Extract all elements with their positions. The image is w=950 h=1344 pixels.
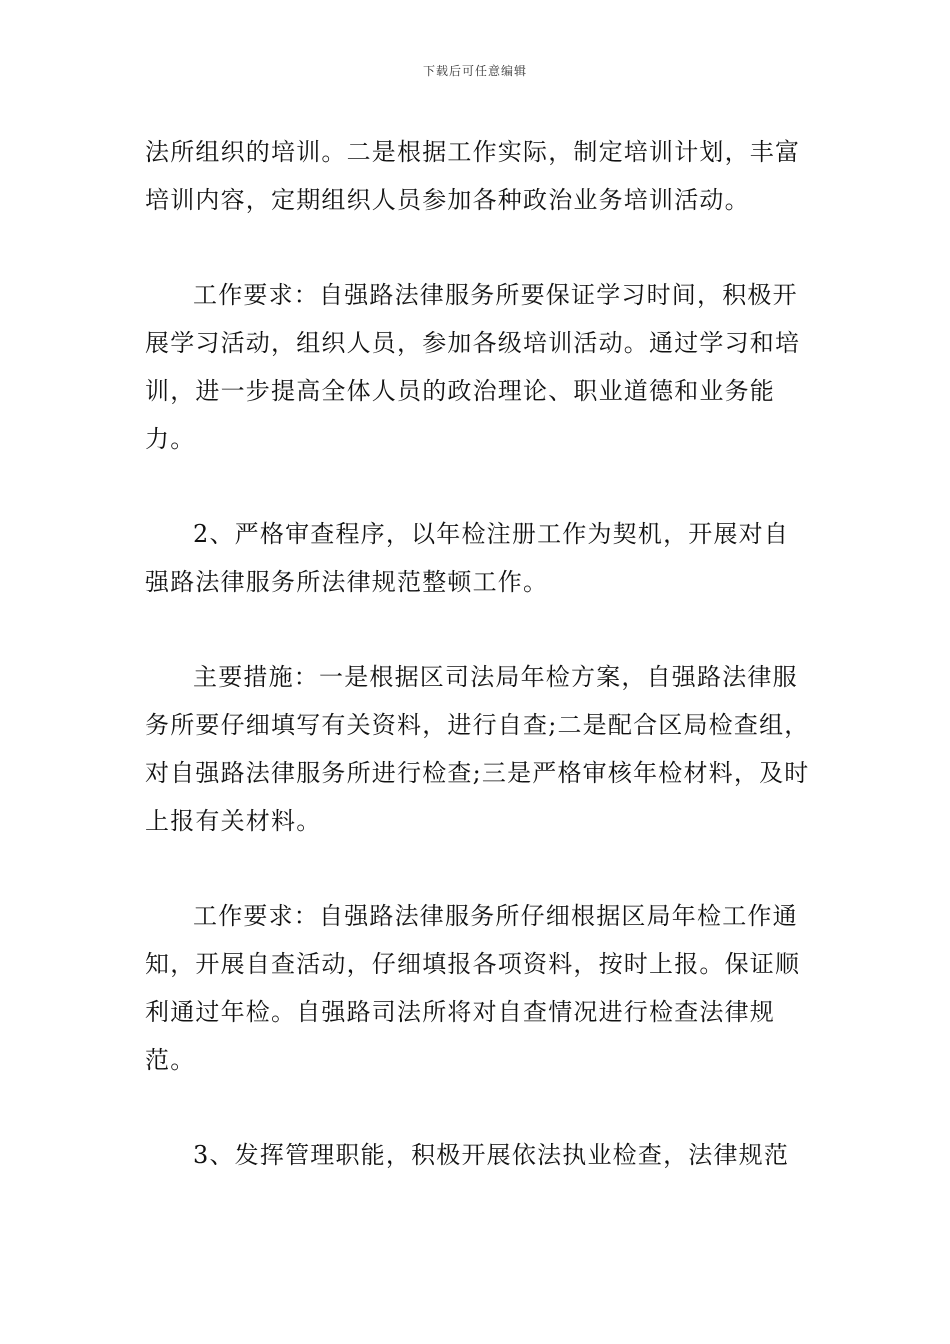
paragraph-training-continued: 法所组织的培训。二是根据工作实际，制定培训计划，丰富培训内容，定期组织人员参加各种政治业务培训活动。 [145, 138, 801, 214]
paragraph-item-3-management: 3、发挥管理职能，积极开展依法执业检查，法律规范 [193, 1141, 790, 1169]
paragraph-work-requirements-study: 工作要求：自强路法律服务所要保证学习时间，积极开展学习活动，组织人员，参加各级培训活动。通过学习和培训，进一步提高全体人员的政治理论、职业道德和业务能力。 [145, 281, 801, 453]
paragraph-item-2-review-procedure: 2、严格审查程序，以年检注册工作为契机，开展对自强路法律服务所法律规范整顿工作。 [145, 520, 790, 596]
document-body [145, 128, 810, 1226]
paragraph-work-requirements-inspection: 工作要求：自强路法律服务所仔细根据区局年检工作通知，开展自查活动，仔细填报各项资料，按时上报。保证顺利通过年检。自强路司法所将对自查情况进行检查法律规范。 [145, 902, 801, 1074]
page-header-note: 下载后可任意编辑 [422, 64, 527, 78]
paragraph-main-measures: 主要措施：一是根据区司法局年检方案，自强路法律服务所要仔细填写有关资料，进行自查;二是配合区局检查组，对自强路法律服务所进行检查;三是严格审核年检材料，及时上报有关材料。 [145, 663, 810, 835]
